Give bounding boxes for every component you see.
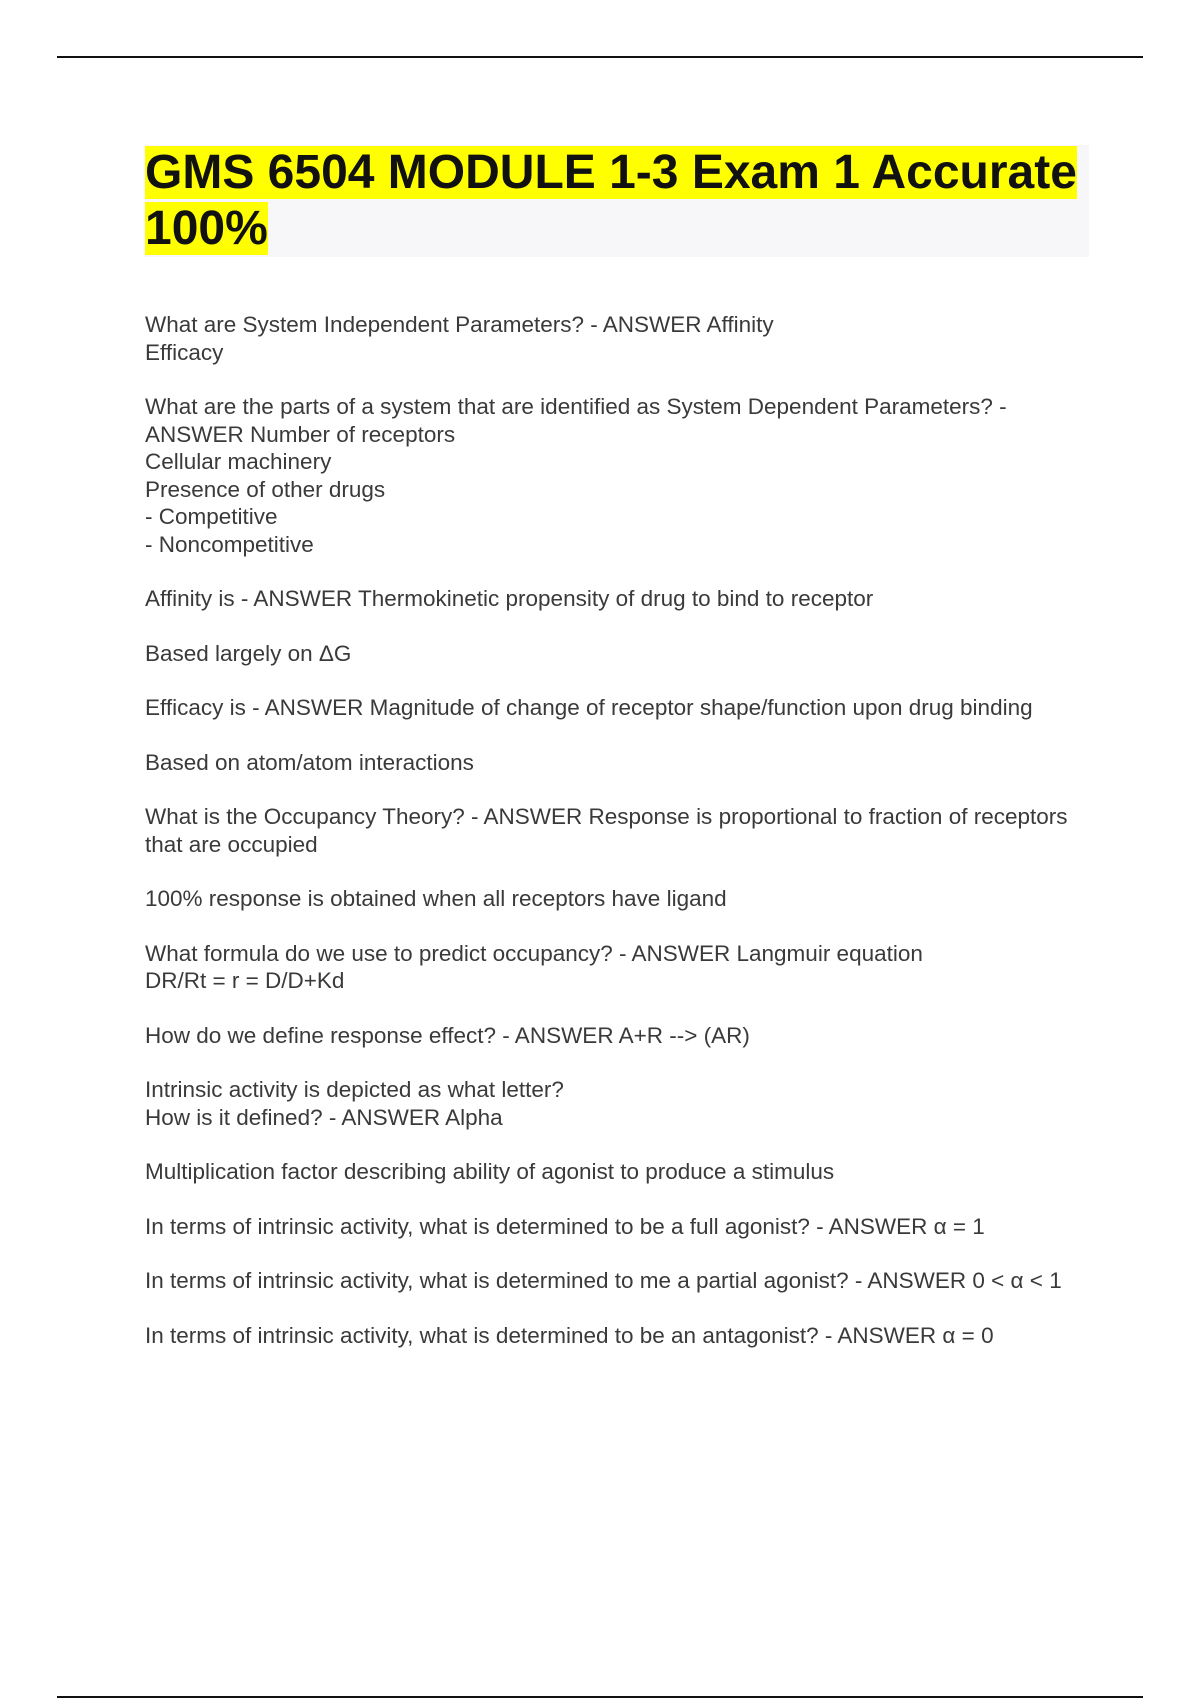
document-title: [145, 145, 1089, 257]
qa-item: Multiplication factor describing ability of agonist to produce a stimulus: [145, 1159, 835, 1184]
document-title-text: GMS 6504 MODULE 1-3 Exam 1 Accurate 100%: [145, 146, 1077, 255]
document-body: [145, 145, 1089, 1376]
qa-item: Based largely on ΔG: [145, 640, 352, 666]
qa-item: What are the parts of a system that are identified as System Dependent Parameters? - ANSWER Number of receptors Cellular machinery Presence of other drugs - Competitive - Noncompetitive: [145, 394, 1007, 557]
qa-item: Intrinsic activity is depicted as what letter? How is it defined? - ANSWER Alpha: [145, 1077, 564, 1130]
qa-item: In terms of intrinsic activity, what is determined to be an antagonist? - ANSWER α = 0: [145, 1322, 994, 1348]
qa-item: Based on atom/atom interactions: [145, 749, 474, 775]
top-rule: [57, 56, 1143, 58]
qa-item: What are System Independent Parameters? - ANSWER Affinity Efficacy: [145, 312, 774, 365]
qa-list: [145, 311, 1089, 1349]
bottom-rule: [57, 1696, 1143, 1698]
qa-item: Efficacy is - ANSWER Magnitude of change of receptor shape/function upon drug binding: [145, 695, 1033, 720]
qa-item: Affinity is - ANSWER Thermokinetic propensity of drug to bind to receptor: [145, 586, 874, 611]
qa-item: 100% response is obtained when all receptors have ligand: [145, 886, 727, 911]
qa-item: In terms of intrinsic activity, what is determined to me a partial agonist? - ANSWER 0 < α < 1: [145, 1268, 1062, 1293]
qa-item: What formula do we use to predict occupancy? - ANSWER Langmuir equation DR/Rt = r = D/D+Kd: [145, 940, 923, 993]
qa-item: In terms of intrinsic activity, what is determined to be a full agonist? - ANSWER α = 1: [145, 1213, 985, 1239]
qa-item: How do we define response effect? - ANSWER A+R --> (AR): [145, 1022, 750, 1048]
qa-item: What is the Occupancy Theory? - ANSWER Response is proportional to fraction of receptors that are occupied: [145, 804, 1068, 857]
